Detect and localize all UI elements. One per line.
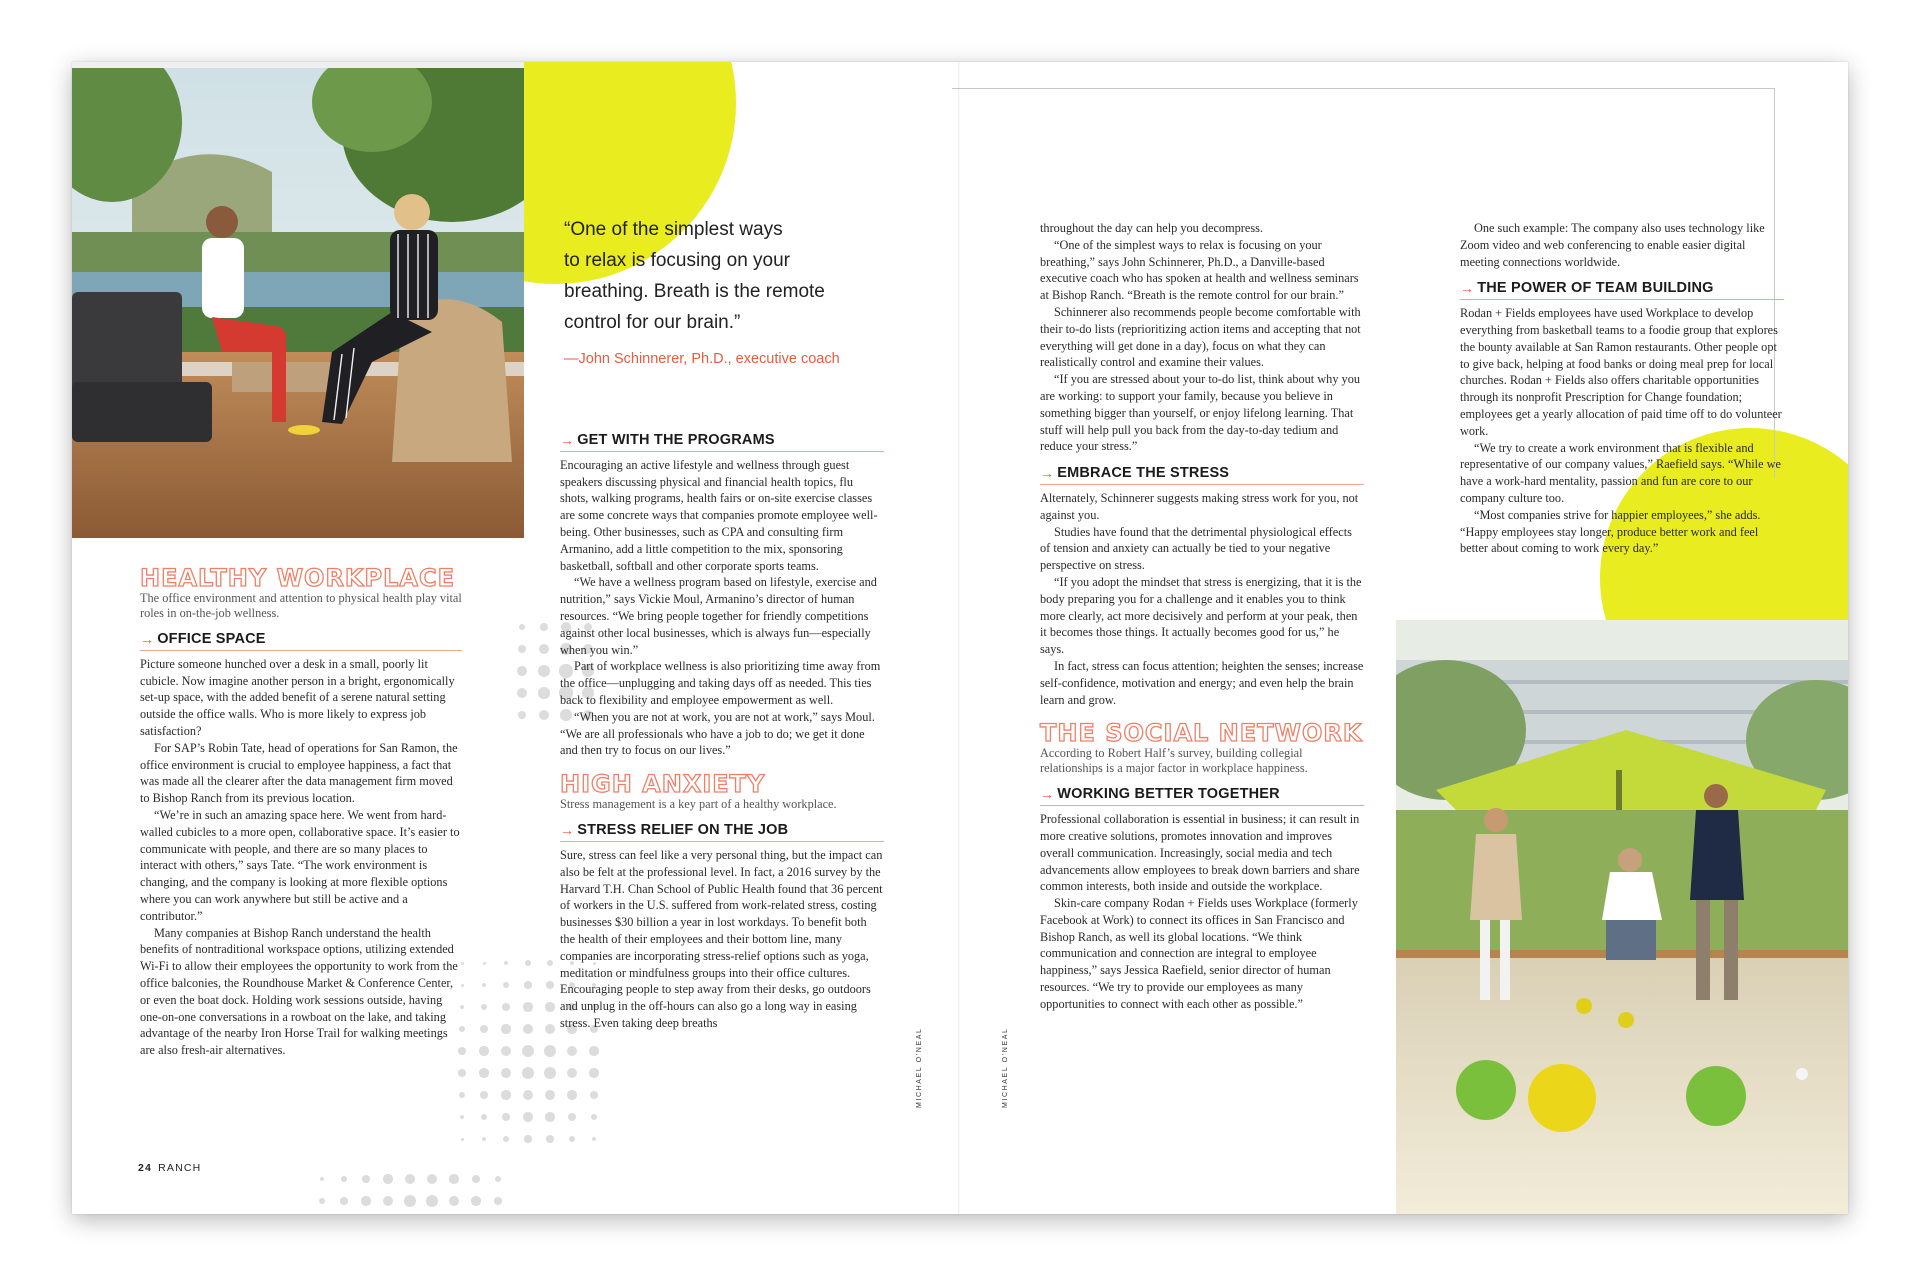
body-paragraph: “One of the simplest ways to relax is focusing on your breathing,” says John Schinnerer, Ph.D., a Danville-based executive coach who has spoken at health and wellness seminars at Bishop Ranch. “Breath is the remote control for our brain.”	[1040, 237, 1359, 303]
halftone-dot	[545, 1002, 554, 1011]
halftone-dot	[539, 710, 549, 720]
arrow-icon: →	[1460, 280, 1475, 297]
body-paragraph: Professional collaboration is essential in business; it can result in more creative solutions, promotes innovation and improves overall communication. Increasingly, social media and tech advancements allow employees to break down barriers and share common interests, both inside and outside the workplace.	[1040, 812, 1360, 894]
halftone-dot	[426, 1195, 438, 1207]
halftone-dot	[589, 1068, 598, 1077]
body-paragraph: In fact, stress can focus attention; heighten the senses; increase self-confidence, motivation and energy; and even help the brain learn and grow.	[1040, 658, 1364, 707]
body-paragraph: Alternately, Schinnerer suggests making stress work for you, not against you.	[1040, 490, 1359, 522]
halftone-dot	[546, 1135, 554, 1143]
photo-credit-right: MICHAEL O’NEAL	[1002, 1027, 1009, 1108]
subhead-label: STRESS RELIEF ON THE JOB	[577, 822, 789, 839]
subhead-team-building	[1460, 280, 1784, 300]
halftone-dot	[545, 1090, 556, 1101]
halftone-dot	[501, 1046, 512, 1057]
pull-quote-line: to relax is focusing on your	[564, 250, 791, 271]
halftone-dot	[460, 1115, 464, 1119]
photo-credit-left: MICHAEL O’NEAL	[916, 1027, 923, 1108]
halftone-dot	[517, 666, 527, 676]
body-paragraph: Schinnerer also recommends people become comfortable with their to-do lists (reprioritizing action items and accepting that not everything will get done in a day), focus on what they can realistically control and examine their values.	[1040, 304, 1361, 370]
halftone-dot	[483, 962, 486, 965]
halftone-dot	[472, 1175, 480, 1183]
halftone-dot	[540, 623, 548, 631]
arrow-icon: →	[140, 631, 155, 647]
halftone-dot	[567, 1046, 578, 1057]
subhead-working-together	[1040, 786, 1364, 806]
halftone-dot	[503, 1136, 509, 1142]
halftone-dot	[479, 1046, 488, 1055]
arrow-icon: →	[1040, 786, 1055, 803]
body-paragraph: Rodan + Fields employees have used Workplace to develop everything from basketball teams to a foodie group that explores the bounty available at San Ramon restaurants. Other people opt to give back, helping at food banks or doing meal prep for local churches. Rodan + Fields also offers charitable opportunities through its nonprofit Prescription for Change foundation; employees get a yearly allocation of paid time off to do volunteer work.	[1460, 306, 1782, 438]
halftone-dot	[449, 1196, 460, 1207]
halftone-dot	[519, 624, 526, 631]
subhead-get-with-programs	[560, 432, 884, 452]
halftone-dot	[523, 1002, 532, 1011]
body-paragraph: Encouraging an active lifestyle and wellness through guest speakers discussing physical and financial health topics, flu shots, walking programs, health fairs or on-site exercise classes are some concrete ways that companies promote employee well-being. Other businesses, such as CPA and consulting firm Armanino, add a little competition to the mix, sponsoring basketball, softball and other corporate sports teams.	[560, 457, 878, 573]
halftone-dot	[504, 961, 508, 965]
halftone-dot	[495, 1176, 501, 1182]
subhead-label: OFFICE SPACE	[157, 631, 266, 647]
halftone-dot	[502, 1003, 510, 1011]
halftone-dot	[539, 644, 549, 654]
dek-social-network: According to Robert Half’s survey, building collegial relationships is a major factor in workplace happiness.	[1040, 746, 1308, 776]
body-paragraph: throughout the day can help you decompress.	[1040, 221, 1263, 235]
subhead-label: THE POWER OF TEAM BUILDING	[1477, 280, 1714, 297]
halftone-dot	[522, 1067, 534, 1079]
halftone-dot	[524, 1135, 532, 1143]
halftone-dot	[482, 983, 486, 987]
magazine-spread	[72, 62, 1848, 1214]
halftone-dot	[524, 981, 532, 989]
headline-high-anxiety: HIGH ANXIETY	[560, 770, 766, 799]
halftone-dot	[501, 1024, 510, 1033]
subhead-stress-relief	[560, 822, 884, 842]
halftone-dot	[538, 665, 550, 677]
body-paragraph: “We have a wellness program based on lifestyle, exercise and nutrition,” says Vickie Moul, Armanino’s director of human resources. “We bring people together for friendly competitions against other local businesses, which is always fun—especially when you win.”	[560, 575, 877, 657]
pull-quote-attribution: —John Schinnerer, Ph.D., executive coach	[564, 351, 840, 367]
halftone-dot	[518, 645, 526, 653]
halftone-dot	[362, 1175, 370, 1183]
body-paragraph: Skin-care company Rodan + Fields uses Workplace (formerly Facebook at Work) to connect its offices in San Francisco and Bishop Ranch, as well its global locations. “We think communication and connection are integral to employee happiness,” says Jessica Raefield, senior director of human resources. “We try to provide our employees as many opportunities to connect with each other as possible.”	[1040, 896, 1358, 1011]
body-paragraph: “If you adopt the mindset that stress is energizing, that it is the body preparing you for a challenge and it enables you to think more clearly, act more decisively and perform at your peak, then it becomes those things. It actually becomes good for us,” he says.	[1040, 574, 1362, 657]
halftone-dot	[480, 1025, 488, 1033]
pull-quote	[564, 214, 894, 375]
photo-office-conversation	[72, 62, 524, 538]
bocce-photo-illustration	[1396, 620, 1848, 1214]
halftone-dot	[568, 1113, 576, 1121]
halftone-dot	[517, 688, 527, 698]
halftone-dot	[481, 1114, 487, 1120]
body-paragraph: Part of workplace wellness is also prioritizing time away from the office—unplugging and taking days off as needed. This ties back to flexibility and employee empowerment as well.	[560, 659, 881, 707]
body-paragraph: Studies have found that the detrimental physiological effects of tension and anxiety can actually be tied to your negative perspective on stress.	[1040, 524, 1352, 573]
pull-quote-line: control for our brain.”	[564, 312, 741, 333]
halftone-dot	[383, 1196, 394, 1207]
halftone-dot	[481, 1004, 487, 1010]
pull-quote-line: “One of the simplest ways	[564, 219, 783, 240]
halftone-dot	[591, 1114, 597, 1120]
halftone-dot	[494, 1197, 502, 1205]
halftone-dot	[567, 1090, 576, 1099]
halftone-dot	[320, 1177, 324, 1181]
halftone-dot	[589, 1046, 598, 1055]
halftone-dot	[501, 1068, 512, 1079]
halftone-dot	[501, 1090, 510, 1099]
halftone-dot	[567, 1068, 578, 1079]
subhead-label: GET WITH THE PROGRAMS	[577, 432, 775, 448]
halftone-dot	[518, 711, 526, 719]
column-2	[560, 432, 884, 1032]
halftone-dot	[404, 1195, 416, 1207]
page-folio	[138, 1162, 201, 1174]
halftone-dot	[502, 1113, 510, 1121]
body-paragraph: One such example: The company also uses technology like Zoom video and web conferencing to enable easier digital meeting connections worldwide.	[1460, 221, 1765, 269]
column-3	[1040, 220, 1364, 1013]
halftone-dot	[522, 1045, 534, 1057]
halftone-dot	[546, 981, 554, 989]
halftone-dot	[458, 1069, 466, 1077]
halftone-dot	[471, 1196, 480, 1205]
halftone-dot	[361, 1196, 370, 1205]
halftone-dot	[544, 1045, 556, 1057]
halftone-dot	[523, 1090, 534, 1101]
subhead-office-space	[140, 631, 462, 651]
pull-quote-line: breathing. Breath is the remote	[564, 281, 825, 302]
halftone-dot	[459, 1092, 465, 1098]
halftone-dot	[405, 1174, 416, 1185]
body-paragraph: For SAP’s Robin Tate, head of operations for San Ramon, the office environment is crucial to employee happiness, a fact that was made all the clearer after the data management firm moved to Bishop Ranch from its previous location.	[140, 740, 458, 806]
halftone-dot	[479, 1068, 488, 1077]
halftone-dot	[590, 1091, 598, 1099]
dek-high-anxiety: Stress management is a key part of a healthy workplace.	[560, 797, 837, 812]
halftone-dot	[341, 1176, 347, 1182]
arrow-icon: →	[1040, 465, 1055, 482]
halftone-dot	[523, 1024, 534, 1035]
office-photo-illustration	[72, 62, 524, 538]
body-paragraph: Picture someone hunched over a desk in a small, poorly lit cubicle. Now imagine another person in a bright, ergonomically set-up space, with the added benefit of a serene natural setting outside the office walls. Who is more likely to express job satisfaction?	[140, 656, 455, 738]
arrow-icon: →	[560, 432, 575, 448]
column-4	[1460, 220, 1784, 557]
halftone-dot	[592, 1137, 596, 1141]
body-paragraph: “When you are not at work, you are not at work,” says Moul. “We are all professionals who have a job to do; we get it done and then try to focus on our lives.”	[560, 709, 875, 758]
spine-shadow	[958, 62, 960, 1214]
halftone-dot	[569, 1136, 575, 1142]
halftone-dot	[525, 960, 531, 966]
arrow-icon: →	[560, 822, 575, 839]
subhead-label: WORKING BETTER TOGETHER	[1057, 786, 1280, 803]
column-1	[140, 565, 462, 1059]
body-paragraph: “Most companies strive for happier employees,” she adds. “Happy employees stay longer, produce better work and feel better about coming to work every day.”	[1460, 507, 1761, 556]
halftone-dot	[427, 1174, 438, 1185]
body-paragraph: “We’re in such an amazing space here. We went from hard-walled cubicles to a more open, collaborative space. It’s easier to communicate with people, and there are so many places to interact with others,” says Tate. “The work environment is changing, and the company is looking at more flexible options where you can work anywhere but still be active and a contributor.”	[140, 807, 460, 923]
subhead-embrace-stress	[1040, 465, 1364, 485]
body-paragraph: “If you are stressed about your to-do list, think about why you are working: to support your family, because you believe in something bigger than yourself, or enjoy lifelong learning. That stuff will help pull you back from the day-to-day tedium and reduce your stress.”	[1040, 372, 1360, 454]
halftone-dot	[523, 1112, 532, 1121]
body-paragraph: “We try to create a work environment that is flexible and representative of our company values,” Raefield says. “While we have a work-hard mentality, passion and fun are core to our company culture too.	[1460, 440, 1781, 505]
halftone-dot	[461, 1138, 464, 1141]
frame-line-top	[952, 88, 1774, 89]
headline-social-network: THE SOCIAL NETWORK	[1040, 719, 1363, 748]
halftone-dot	[480, 1091, 488, 1099]
publication-name: RANCH	[158, 1162, 202, 1174]
dek-healthy-workplace: The office environment and attention to physical health play vital roles in on-the-job wellness.	[140, 591, 462, 620]
body-paragraph: Sure, stress can feel like a very personal thing, but the impact can also be felt at the professional level. In fact, a 2016 survey by the Harvard T.H. Chan School of Public Health found that 36 percent of workers in the U.S. suffered from work-related stress, costing businesses $30 billion a year in lost workdays. To benefit both the health of their employees and their bottom line, many companies are incorporating stress-relief options such as yoga, meditation or mindfulness groups into their office cultures. Encouraging people to step away from their desks, go outdoors and unplug in the off-hours can also go a long way in easing stress. Even taking deep breaths	[560, 847, 883, 1030]
photo-bocce-game	[1396, 620, 1848, 1214]
halftone-dot	[319, 1198, 325, 1204]
page-number: 24	[138, 1162, 153, 1174]
body-paragraph: Many companies at Bishop Ranch understand the health benefits of nontraditional workspace options, utilizing extended Wi-Fi to allow their employees the opportunity to work from the office balconies, the Roundhouse Market & Conference Center, or even the boat dock. Holding work sessions outside, having one-on-one conversations in a rowboat on the lake, and taking advantage of the nearby Iron Horse Trail for walking meetings are also fresh-air alternatives.	[140, 925, 458, 1058]
halftone-dot	[340, 1197, 348, 1205]
halftone-dot	[482, 1137, 486, 1141]
halftone-dot	[503, 982, 509, 988]
halftone-dot	[538, 687, 550, 699]
halftone-dot	[547, 960, 553, 966]
halftone-dot	[449, 1174, 458, 1183]
headline-healthy-workplace: HEALTHY WORKPLACE	[140, 564, 455, 592]
halftone-dot	[545, 1024, 556, 1035]
halftone-dot	[545, 1112, 554, 1121]
halftone-dot	[544, 1067, 556, 1079]
halftone-dot	[383, 1174, 392, 1183]
subhead-label: EMBRACE THE STRESS	[1057, 465, 1230, 482]
